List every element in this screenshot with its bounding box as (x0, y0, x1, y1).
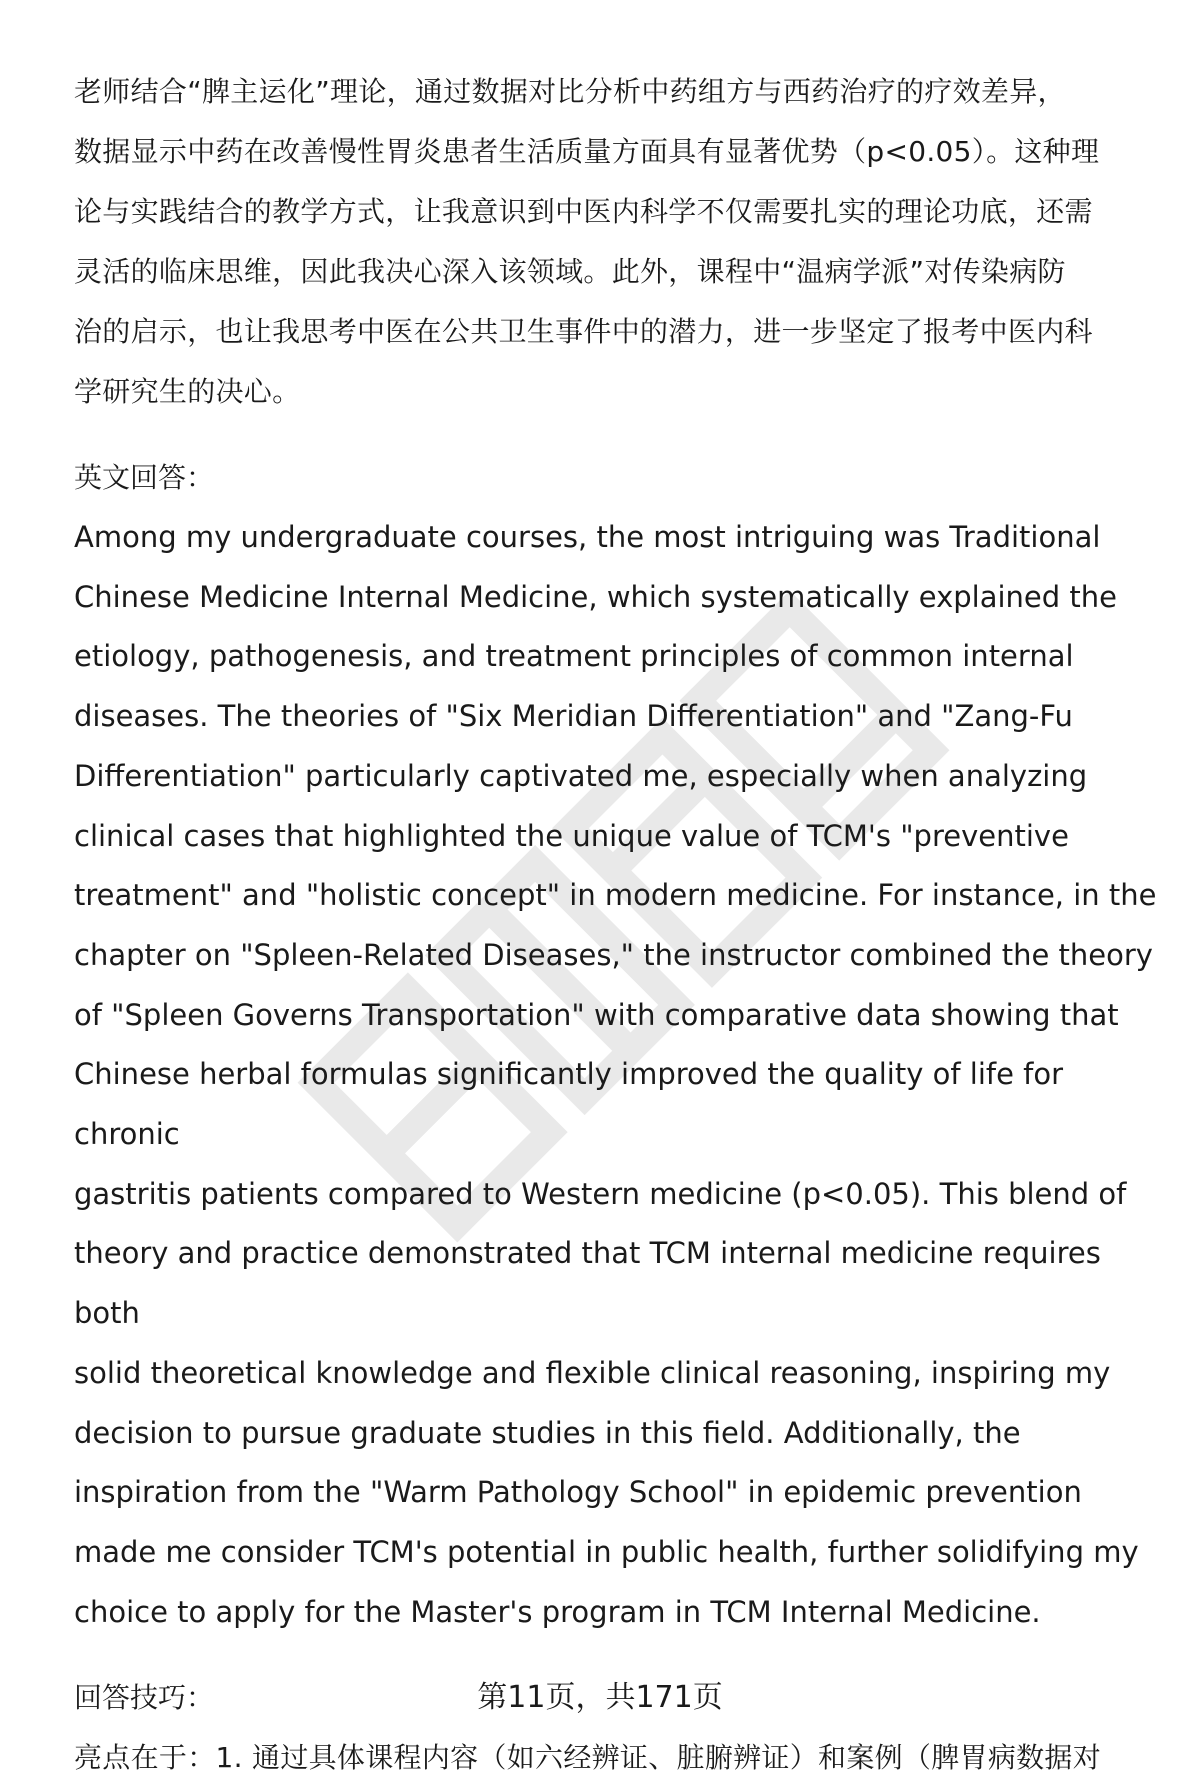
page-footer: 第11页，共171页 (477, 1680, 723, 1715)
page-content (74, 62, 1164, 1788)
chinese-paragraph: 老师结合“脾主运化”理论，通过数据对比分析中药组方与西药治疗的疗效差异， 数据显示中药在改善慢性胃炎患者生活质量方面具有显著优势（p<0.05）。这种理 论与实践结合的教学方式，让我意识到中医内科学不仅需要扎实的理论功底，还需 灵活的临床思维，因此我决心深入该领域。此外，课程中“温病学派”对传染病防 治的启示，也让我思考中医在公共卫生事件中的潜力，进一步坚定了报考中医内科 学研究生的决心。 (74, 75, 1100, 408)
highlights-line: 亮点在于：1. 通过具体课程内容（如六经辨证、脏腑辨证）和案例（脾胃病数据对 (74, 1741, 1102, 1775)
english-paragraph: Among my undergraduate courses, the most intriguing was Traditional Chinese Medicine Internal Medicine, which systematically explained the etiology, pathogenesis, and treatment principles of common internal diseases. The theories of "Six Meridian Differentiation" and "Zang-Fu Differentiation" particularly captivated me, especially when analyzing clinical cases that highlighted the unique value of TCM's "preventive treatment" and "holistic concept" in modern medicine. For instance, in the chapter on "Spleen-Related Diseases," the instructor combined the theory of "Spleen Governs Transportation" with comparative data showing that Chinese herbal formulas significantly improved the quality of life for chronic gastritis patients compared to Western medicine (p<0.05). This blend of theory and practice demonstrated that TCM internal medicine requires both solid theoretical knowledge and flexible clinical reasoning, inspiring my decision to pursue graduate studies in this field. Additionally, the inspiration from the "Warm Pathology School" in epidemic prevention made me consider TCM's potential in public health, further solidifying my choice to apply for the Master's program in TCM Internal Medicine. (74, 520, 1157, 1629)
answer-tips-label: 回答技巧： (74, 1681, 215, 1715)
english-answer-label: 英文回答： (74, 461, 215, 494)
